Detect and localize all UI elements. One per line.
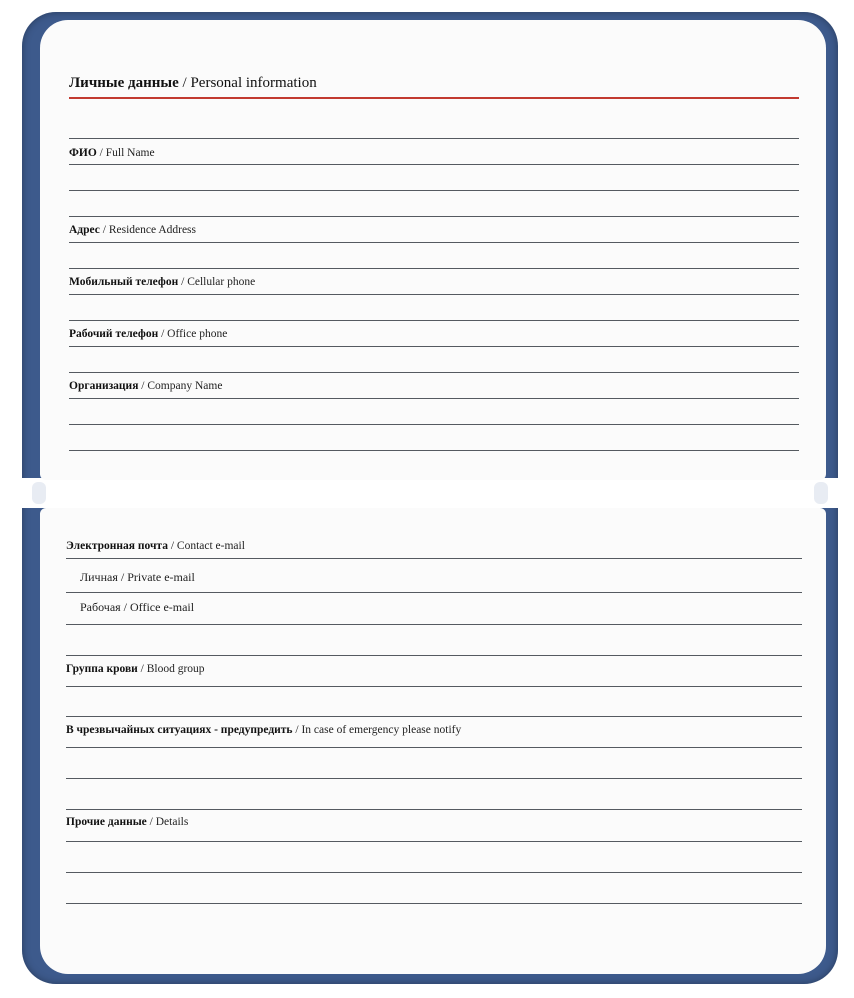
page-title: Личные данные / Personal information: [69, 75, 317, 91]
label-residence-address: Адрес / Residence Address: [69, 224, 197, 236]
writing-line[interactable]: [69, 294, 799, 295]
writing-line[interactable]: [69, 138, 799, 139]
writing-line[interactable]: [69, 242, 799, 243]
writing-line[interactable]: [66, 809, 802, 810]
label-private-email: Личная / Private e-mail: [80, 570, 195, 584]
page-top: [40, 20, 826, 480]
label-details: Прочие данные / Details: [66, 816, 189, 828]
writing-line[interactable]: [69, 424, 799, 425]
label-cellular-phone: Мобильный телефон / Cellular phone: [69, 276, 256, 288]
writing-line[interactable]: [66, 903, 802, 904]
writing-line[interactable]: [66, 558, 802, 559]
label-office-phone: Рабочий телефон / Office phone: [69, 328, 228, 340]
notebook-hinge: [18, 478, 842, 508]
label-full-name: ФИО / Full Name: [69, 147, 155, 159]
writing-line[interactable]: [69, 164, 799, 165]
writing-line[interactable]: [66, 624, 802, 625]
label-blood-group: Группа крови / Blood group: [66, 663, 205, 675]
title-accent-rule: [69, 97, 799, 99]
writing-line[interactable]: [66, 747, 802, 748]
label-contact-email: Электронная почта / Contact e-mail: [66, 540, 245, 552]
writing-line[interactable]: [66, 778, 802, 779]
writing-line[interactable]: [69, 398, 799, 399]
writing-line[interactable]: [69, 372, 799, 373]
writing-line[interactable]: [69, 346, 799, 347]
writing-line[interactable]: [66, 716, 802, 717]
writing-line[interactable]: [66, 592, 802, 593]
writing-line[interactable]: [69, 320, 799, 321]
label-office-email: Рабочая / Office e-mail: [80, 600, 195, 614]
writing-line[interactable]: [66, 655, 802, 656]
writing-line[interactable]: [66, 841, 802, 842]
writing-line[interactable]: [69, 268, 799, 269]
label-company-name: Организация / Company Name: [69, 380, 223, 392]
page-bottom: [40, 508, 826, 974]
label-emergency-notify: В чрезвычайных ситуациях - предупредить / In case of emergency please notify: [66, 724, 462, 736]
writing-line[interactable]: [66, 872, 802, 873]
writing-line[interactable]: [69, 190, 799, 191]
writing-line[interactable]: [69, 450, 799, 451]
writing-line[interactable]: [69, 216, 799, 217]
writing-line[interactable]: [66, 686, 802, 687]
